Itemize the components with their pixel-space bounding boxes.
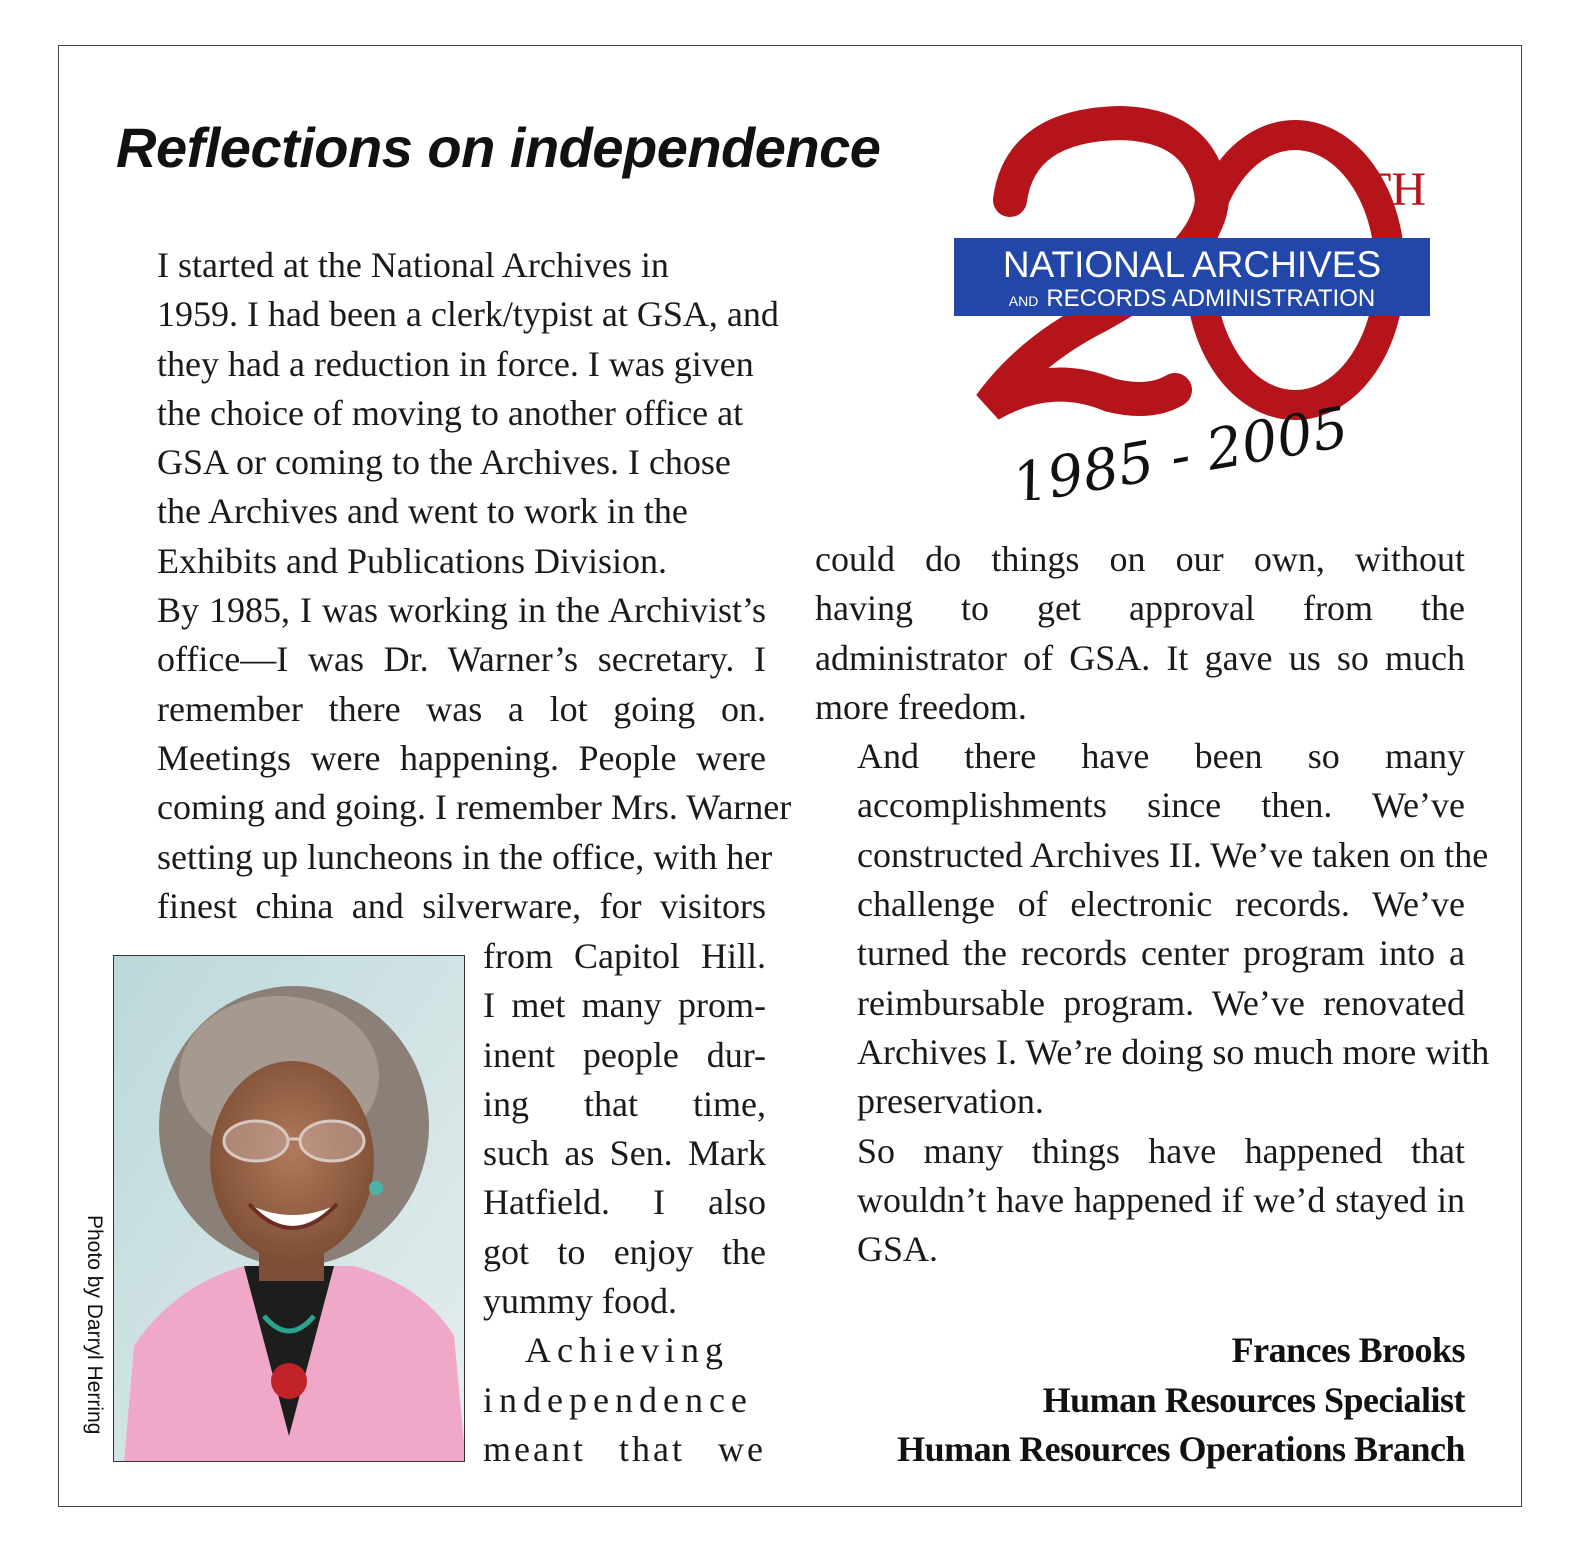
paragraph-2-continued	[483, 932, 766, 1326]
anniversary-logo-graphic	[950, 105, 1430, 500]
photo-credit-text: Photo by Darryl Herring	[83, 1215, 106, 1435]
text-line: accomplishments since then. We’ve	[857, 785, 1465, 826]
logo-org-records: RECORDS ADMINISTRATION	[1046, 285, 1376, 312]
text-line: coming and going. I remember Mrs. Warner	[157, 787, 792, 828]
text-line: inent people dur-	[483, 1034, 766, 1075]
text-line: ing that time,	[483, 1083, 766, 1124]
text-line: setting up luncheons in the office, with her	[157, 836, 773, 877]
text-line: administrator of GSA. It gave us so much	[815, 637, 1465, 678]
text-line: finest china and silverware, for visitors	[157, 885, 766, 926]
text-line: the Archives and went to work in the	[157, 491, 688, 532]
text-line: turned the records center program into a	[857, 933, 1465, 974]
text-line: Achieving	[525, 1330, 729, 1371]
text-line: more freedom.	[815, 686, 1027, 727]
author-signature	[897, 1326, 1465, 1475]
paragraph-3-continued	[815, 535, 1465, 732]
text-line: Meetings were happening. People were	[157, 737, 766, 778]
logo-suffix: TH	[1362, 163, 1426, 216]
text-line: Exhibits and Publications Division.	[157, 540, 667, 581]
text-line: independence	[483, 1379, 753, 1420]
text-line: I met many prom-	[483, 985, 766, 1026]
text-line: I started at the National Archives in	[157, 245, 669, 285]
paragraph-5	[815, 1127, 1465, 1275]
author-name: Frances Brooks	[1231, 1330, 1465, 1370]
text-line: preservation.	[857, 1081, 1044, 1122]
logo-org-line2	[1009, 285, 1375, 312]
logo-org-line1: NATIONAL ARCHIVES	[1002, 244, 1382, 285]
text-line: Hatfield. I also	[483, 1182, 766, 1223]
text-line: 1959. I had been a clerk/typist at GSA, and	[157, 294, 779, 335]
photo-credit	[82, 1215, 106, 1465]
text-line: Archives I. We’re doing so much more with	[857, 1031, 1490, 1072]
column-left	[115, 241, 792, 931]
portrait-photo	[113, 955, 465, 1462]
article-title: Reflections on independence	[116, 116, 881, 179]
text-line: wouldn’t have happened if we’d stayed in	[857, 1179, 1465, 1220]
text-line: could do things on our own, without	[815, 539, 1465, 579]
anniversary-logo	[950, 105, 1430, 500]
paragraph-1	[115, 241, 779, 586]
text-line: office—I was Dr. Warner’s secretary. I	[157, 639, 766, 680]
logo-org-and: AND	[1008, 293, 1039, 309]
text-line: meant that we	[483, 1428, 766, 1469]
text-line: the choice of moving to another office at	[157, 392, 744, 433]
paragraph-4	[815, 732, 1490, 1126]
text-line: got to enjoy the	[483, 1231, 766, 1272]
portrait-illustration	[114, 956, 465, 1462]
author-role: Human Resources Specialist	[1042, 1379, 1465, 1420]
text-line: challenge of electronic records. We’ve	[857, 884, 1465, 925]
text-line: By 1985, I was working in the Archivist’s	[157, 590, 766, 631]
text-line: So many things have happened that	[857, 1130, 1465, 1171]
text-line: And there have been so many	[857, 736, 1465, 777]
text-line: constructed Archives II. We’ve taken on the	[857, 834, 1489, 875]
text-line: yummy food.	[483, 1281, 677, 1322]
text-line: having to get approval from the	[815, 588, 1465, 629]
paragraph-2	[115, 586, 792, 931]
paragraph-3	[483, 1326, 766, 1474]
column-left-narrow	[483, 932, 766, 1474]
text-line: remember there was a lot going on.	[157, 688, 766, 729]
text-line: GSA.	[857, 1229, 939, 1270]
logo-years: 1985 - 2005	[1007, 394, 1354, 500]
column-right	[815, 535, 1490, 1274]
text-line: such as Sen. Mark	[483, 1133, 766, 1174]
text-line: reimbursable program. We’ve renovated	[857, 982, 1465, 1023]
text-line: they had a reduction in force. I was given	[157, 343, 754, 384]
text-line: GSA or coming to the Archives. I chose	[157, 442, 731, 483]
text-line: from Capitol Hill.	[483, 936, 766, 976]
author-branch: Human Resources Operations Branch	[897, 1429, 1465, 1469]
